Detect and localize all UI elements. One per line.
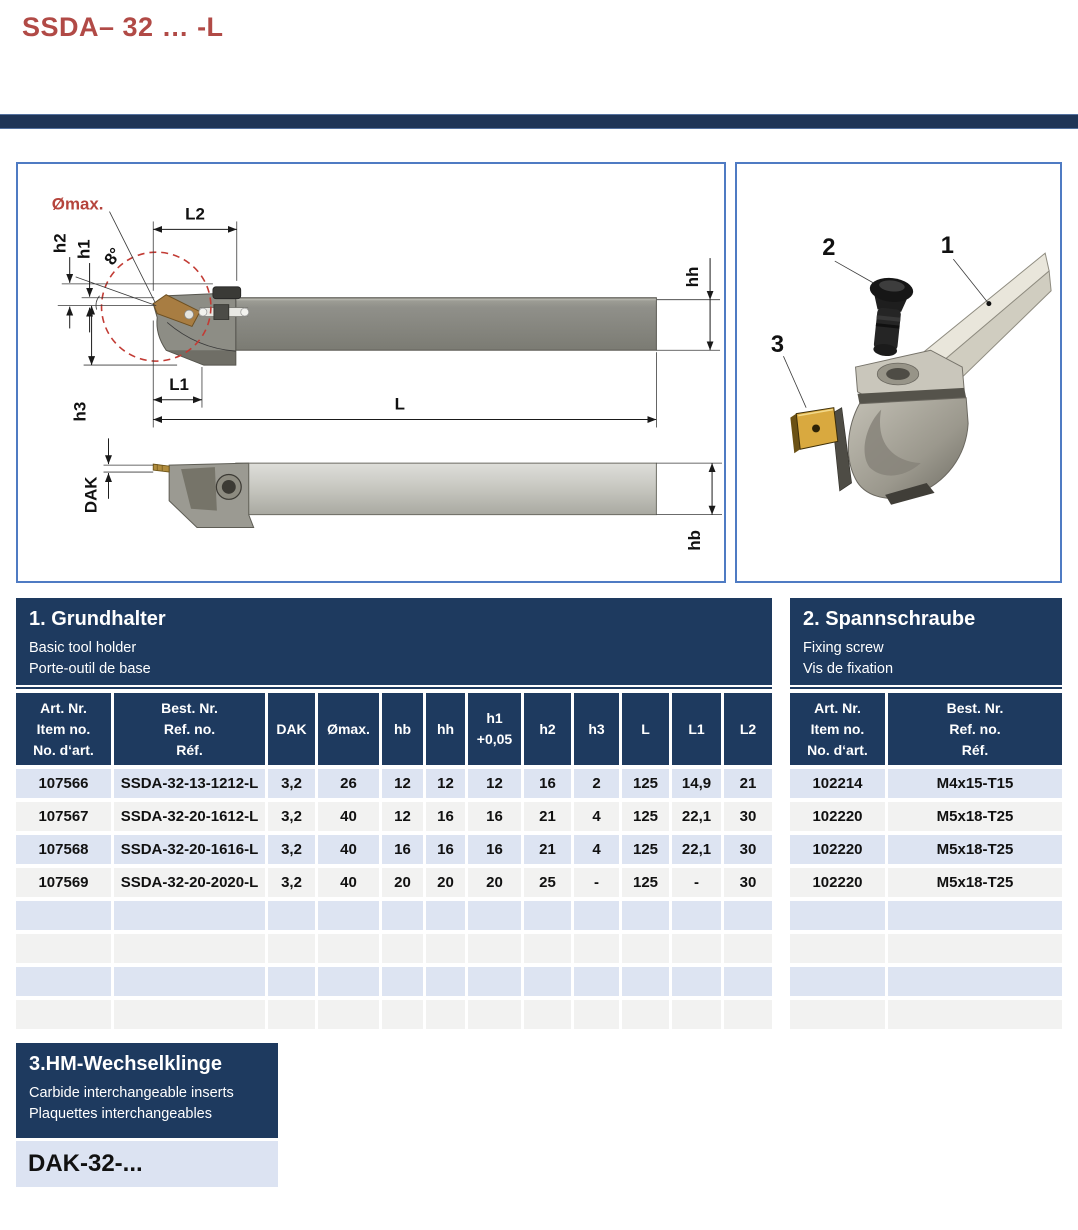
table-cell: 16 [468,835,521,864]
table-cell: 30 [724,835,772,864]
table-empty-row [16,934,772,963]
table-cell: 30 [724,868,772,897]
table-cell-empty [790,967,885,996]
table-empty-row [790,934,1062,963]
table-cell: 125 [622,769,669,798]
table-cell-empty [16,1000,111,1029]
table-cell-empty [790,1000,885,1029]
table-cell-empty [790,901,885,930]
dimension-drawing-panel [16,162,726,583]
table-cell: 3,2 [268,769,315,798]
table-cell-empty [268,901,315,930]
table-cell-empty [888,967,1062,996]
table-cell-empty [468,901,521,930]
table-cell: 20 [426,868,465,897]
exploded-view-panel [735,162,1062,583]
table-row [790,769,1062,798]
section3-title: 3.HM-Wechselklinge [29,1053,223,1075]
top-divider-bar [0,114,1078,129]
section3-subtitle-en: Carbide interchangeable inserts [29,1085,234,1101]
leader-part3 [783,356,806,408]
table-cell: 12 [426,769,465,798]
table-cell: 107569 [16,868,111,897]
dim-label-l: L [394,394,406,414]
table-cell-empty [574,934,619,963]
table-empty-row [16,901,772,930]
table-cell-empty [382,934,423,963]
table-cell: 21 [724,769,772,798]
table-cell: 107566 [16,769,111,798]
section1-subtitle-fr: Porte-outil de base [29,660,151,677]
adjust-pin-block [214,305,229,320]
table-cell: M4x15-T15 [888,769,1062,798]
table-cell: 16 [524,769,571,798]
insert-reference: DAK-32-... [16,1141,278,1187]
table-cell: 16 [382,835,423,864]
dim-label-hh: hh [683,266,703,288]
table-cell-empty [724,934,772,963]
dim-label-dak: DAK [81,476,101,514]
table-cell-empty [724,1000,772,1029]
table-row [790,802,1062,831]
table-cell-empty [16,934,111,963]
table-cell: 16 [468,802,521,831]
table-cell-empty [888,1000,1062,1029]
table-cell: 3,2 [268,802,315,831]
section1-title: 1. Grundhalter [29,608,166,630]
table-cell-empty [426,967,465,996]
dim-label-hb: hb [685,530,705,551]
table-cell-empty [268,1000,315,1029]
table-cell-empty [318,1000,379,1029]
table-cell: 21 [524,802,571,831]
holder-spec-table [13,689,775,1033]
table-cell-empty [672,967,721,996]
column-header: hh [426,693,465,765]
table-cell: 16 [426,802,465,831]
table-cell: M5x18-T25 [888,835,1062,864]
dim-label-l1: L1 [169,374,189,394]
table-empty-row [16,1000,772,1029]
table-cell: 20 [382,868,423,897]
table-row [16,802,772,831]
table-header-row [790,693,1062,765]
clamp-cap [213,287,241,299]
dim-label-l2: L2 [185,204,205,224]
table-cell: - [574,868,619,897]
table-cell: SSDA-32-20-1612-L [114,802,265,831]
exploded-view-drawing [737,164,1060,581]
table-cell-empty [468,934,521,963]
insert-edge-bottom-view [153,464,169,472]
table-cell: 40 [318,802,379,831]
column-header: Art. Nr. Item no. No. d‘art. [16,693,111,765]
table-cell-empty [318,934,379,963]
section3 [16,1043,278,1187]
table-cell: 102220 [790,802,885,831]
dim-label-angle: 8° [100,244,126,269]
table-cell-empty [888,934,1062,963]
table-cell-empty [114,901,265,930]
table-cell-empty [114,934,265,963]
table-row [790,868,1062,897]
table-empty-row [790,901,1062,930]
table-cell-empty [318,901,379,930]
table-cell: 4 [574,835,619,864]
table-cell-empty [468,1000,521,1029]
table-cell: 102214 [790,769,885,798]
table-row [16,769,772,798]
table-cell: 107568 [16,835,111,864]
table-cell-empty [426,901,465,930]
section3-header [16,1043,278,1138]
table-cell: - [672,868,721,897]
column-header: h1 +0,05 [468,693,521,765]
table-cell: 12 [382,802,423,831]
table-cell: 12 [468,769,521,798]
table-cell-empty [724,967,772,996]
table-cell: 125 [622,868,669,897]
table-cell-empty [16,967,111,996]
table-cell-empty [524,934,571,963]
table-row [790,835,1062,864]
table-cell-empty [888,901,1062,930]
table-cell: 21 [524,835,571,864]
column-header: Best. Nr. Ref. no. Réf. [114,693,265,765]
table-empty-row [16,967,772,996]
table-empty-row [790,1000,1062,1029]
part-number-2: 2 [822,235,836,262]
table-cell: 22,1 [672,802,721,831]
table-cell: 40 [318,835,379,864]
column-header: hb [382,693,423,765]
table-cell: 125 [622,835,669,864]
dim-label-omax: Ømax. [51,194,104,214]
table-cell-empty [382,901,423,930]
section2-subtitle-en: Fixing screw [803,640,884,656]
table-cell: 125 [622,802,669,831]
table-cell-empty [574,1000,619,1029]
table-cell-empty [622,1000,669,1029]
table-cell-empty [672,1000,721,1029]
table-cell-empty [318,967,379,996]
table-cell: SSDA-32-20-2020-L [114,868,265,897]
table-cell-empty [622,934,669,963]
table-cell-empty [468,967,521,996]
table-cell: 3,2 [268,868,315,897]
table-cell: 16 [426,835,465,864]
table-cell: 4 [574,802,619,831]
screw-spec-table [787,689,1065,1033]
column-header: DAK [268,693,315,765]
table-cell: 30 [724,802,772,831]
table-cell-empty [16,901,111,930]
leader-part2 [835,261,874,283]
table-cell: 22,1 [672,835,721,864]
table-cell-empty [382,967,423,996]
column-header: L2 [724,693,772,765]
column-header: h2 [524,693,571,765]
table-row [16,835,772,864]
table-cell-empty [622,967,669,996]
table-row [16,868,772,897]
section2-subtitle-fr: Vis de fixation [803,660,894,677]
carbide-insert [790,408,837,454]
table-cell: 102220 [790,835,885,864]
column-header: L [622,693,669,765]
page-title: SSDA– 32 … -L [22,12,224,42]
table-cell-empty [114,1000,265,1029]
table-cell-empty [382,1000,423,1029]
table-cell: 3,2 [268,835,315,864]
tool-shank-bottom-view [236,463,657,515]
table-cell: 107567 [16,802,111,831]
table-cell: 25 [524,868,571,897]
table-cell-empty [426,934,465,963]
table-cell-empty [268,967,315,996]
section2-header [790,598,1062,685]
column-header: L1 [672,693,721,765]
section2 [790,598,1062,1033]
column-header: Ømax. [318,693,379,765]
dim-label-h1: h1 [74,239,94,260]
table-cell-empty [790,934,885,963]
table-cell-empty [672,901,721,930]
table-cell: 20 [468,868,521,897]
table-cell: 26 [318,769,379,798]
table-cell: M5x18-T25 [888,868,1062,897]
table-cell-empty [426,1000,465,1029]
table-cell-empty [622,901,669,930]
column-header: Best. Nr. Ref. no. Réf. [888,693,1062,765]
table-cell: M5x18-T25 [888,802,1062,831]
table-cell: SSDA-32-20-1616-L [114,835,265,864]
part-number-3: 3 [770,332,785,359]
table-empty-row [790,967,1062,996]
table-cell-empty [672,934,721,963]
table-cell: 14,9 [672,769,721,798]
table-cell-empty [724,901,772,930]
section1 [16,598,772,1033]
section2-title: 2. Spannschraube [803,608,976,630]
leader-dot-part1 [986,301,991,306]
column-header: h3 [574,693,619,765]
leader-part1 [953,259,988,303]
table-header-row [16,693,772,765]
table-cell-empty [574,967,619,996]
insert-screw-dot [185,310,194,319]
table-cell-empty [524,967,571,996]
section1-header [16,598,772,685]
table-cell: 40 [318,868,379,897]
part-number-1: 1 [940,233,954,260]
table-cell-empty [524,1000,571,1029]
section1-subtitle-en: Basic tool holder [29,640,137,656]
dim-label-h3: h3 [70,401,90,422]
table-cell: 2 [574,769,619,798]
fixing-screw [863,276,914,358]
table-cell: 102220 [790,868,885,897]
table-cell: SSDA-32-13-1212-L [114,769,265,798]
table-cell: 12 [382,769,423,798]
section3-subtitle-fr: Plaquettes interchangeables [29,1105,212,1122]
table-cell-empty [574,901,619,930]
dim-label-h2: h2 [50,233,70,254]
column-header: Art. Nr. Item no. No. d‘art. [790,693,885,765]
tool-shank [236,298,657,350]
table-cell-empty [114,967,265,996]
table-cell-empty [524,901,571,930]
table-cell-empty [268,934,315,963]
dimension-drawing [18,164,724,581]
